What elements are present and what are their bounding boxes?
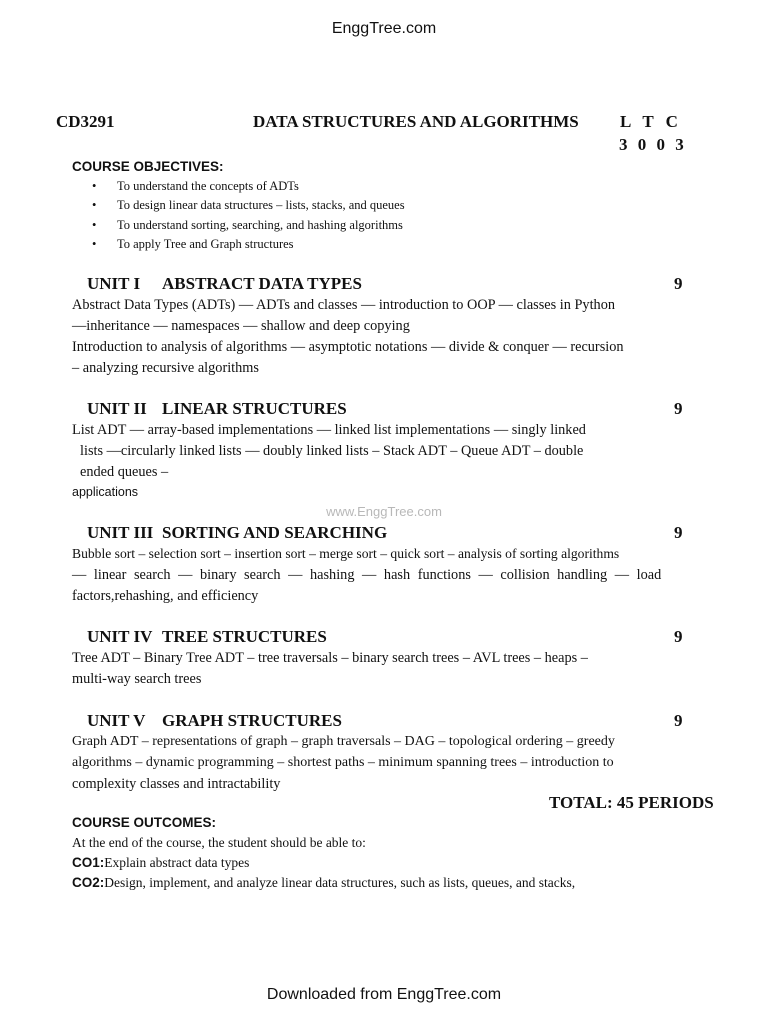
unit-1-line: —inheritance — namespaces — shallow and deep copying [72, 318, 410, 334]
objective-item: • To apply Tree and Graph structures [92, 235, 405, 254]
unit-5-heading [87, 711, 342, 731]
unit-5-line: algorithms – dynamic programming – shortest paths – minimum spanning trees – introduction to [72, 755, 614, 770]
unit-title: LINEAR STRUCTURES [162, 399, 347, 418]
unit-1-line: – analyzing recursive algorithms [72, 360, 259, 376]
unit-2-hours: 9 [674, 399, 683, 418]
unit-1-line: Abstract Data Types (ADTs) — ADTs and classes — introduction to OOP — classes in Python [72, 297, 615, 313]
unit-2-line: applications [72, 485, 139, 499]
unit-1-heading [87, 274, 362, 294]
unit-3-heading [87, 523, 387, 543]
course-code: CD3291 [56, 112, 115, 131]
unit-4-hours: 9 [674, 627, 683, 646]
outcome-item [72, 855, 249, 871]
unit-number: UNIT II [87, 399, 147, 418]
unit-title: GRAPH STRUCTURES [162, 711, 342, 730]
outcomes-intro: At the end of the course, the student should be able to: [72, 835, 366, 850]
ltc-values: 3 0 0 3 [619, 135, 687, 154]
unit-1-hours: 9 [674, 274, 683, 293]
objective-item: • To understand sorting, searching, and hashing algorithms [92, 216, 405, 235]
course-title: DATA STRUCTURES AND ALGORITHMS [253, 112, 579, 131]
unit-title: SORTING AND SEARCHING [162, 523, 388, 542]
unit-2-line: lists —circularly linked lists — doubly linked lists – Stack ADT – Queue ADT – double [80, 443, 584, 459]
outcome-label: CO2: [72, 875, 105, 890]
unit-2-line: ended queues – [80, 464, 169, 480]
outcome-text: Design, implement, and analyze linear data structures, such as lists, queues, and stacks, [104, 875, 576, 890]
unit-4-line: multi-way search trees [72, 671, 202, 687]
watermark: www.EnggTree.com [326, 504, 442, 519]
unit-2-line: List ADT — array-based implementations — linked list implementations — singly linked [72, 422, 586, 438]
unit-3-line: Bubble sort – selection sort – insertion sort – merge sort – quick sort – analysis of sorting algorithms [72, 546, 620, 561]
objective-item: • To understand the concepts of ADTs [92, 177, 405, 196]
unit-3-line: factors,rehashing, and efficiency [72, 588, 259, 604]
unit-5-line: Graph ADT – representations of graph – graph traversals – DAG – topological ordering – greedy [72, 734, 615, 749]
outcome-item [72, 875, 575, 891]
unit-4-line: Tree ADT – Binary Tree ADT – tree traversals – binary search trees – AVL trees – heaps – [72, 650, 588, 666]
unit-1-line: Introduction to analysis of algorithms — asymptotic notations — divide & conquer — recursion [72, 339, 624, 355]
objectives-heading: COURSE OBJECTIVES: [72, 159, 224, 174]
unit-5-hours: 9 [674, 711, 683, 730]
ltc-label: L T C [620, 112, 682, 131]
objectives-list [92, 177, 405, 254]
unit-2-heading [87, 399, 347, 419]
unit-3-hours: 9 [674, 523, 683, 542]
page-footer-download: Downloaded from EnggTree.com [266, 986, 502, 1003]
unit-number: UNIT V [87, 711, 146, 730]
page-header-site: EnggTree.com [331, 20, 437, 37]
outcomes-heading: COURSE OUTCOMES: [72, 815, 217, 830]
total-periods: TOTAL: 45 PERIODS [549, 793, 714, 812]
unit-number: UNIT I [87, 274, 141, 293]
unit-3-line: — linear search — binary search — hashing — hash functions — collision handling — load [72, 567, 662, 583]
unit-number: UNIT IV [87, 627, 153, 646]
outcome-text: Explain abstract data types [104, 855, 250, 870]
unit-4-heading [87, 627, 327, 647]
unit-number: UNIT III [87, 523, 154, 542]
unit-title: ABSTRACT DATA TYPES [162, 274, 362, 293]
unit-5-line: complexity classes and intractability [72, 776, 281, 792]
outcome-label: CO1: [72, 855, 105, 870]
unit-title: TREE STRUCTURES [162, 627, 327, 646]
objective-item: • To design linear data structures – lists, stacks, and queues [92, 196, 405, 215]
